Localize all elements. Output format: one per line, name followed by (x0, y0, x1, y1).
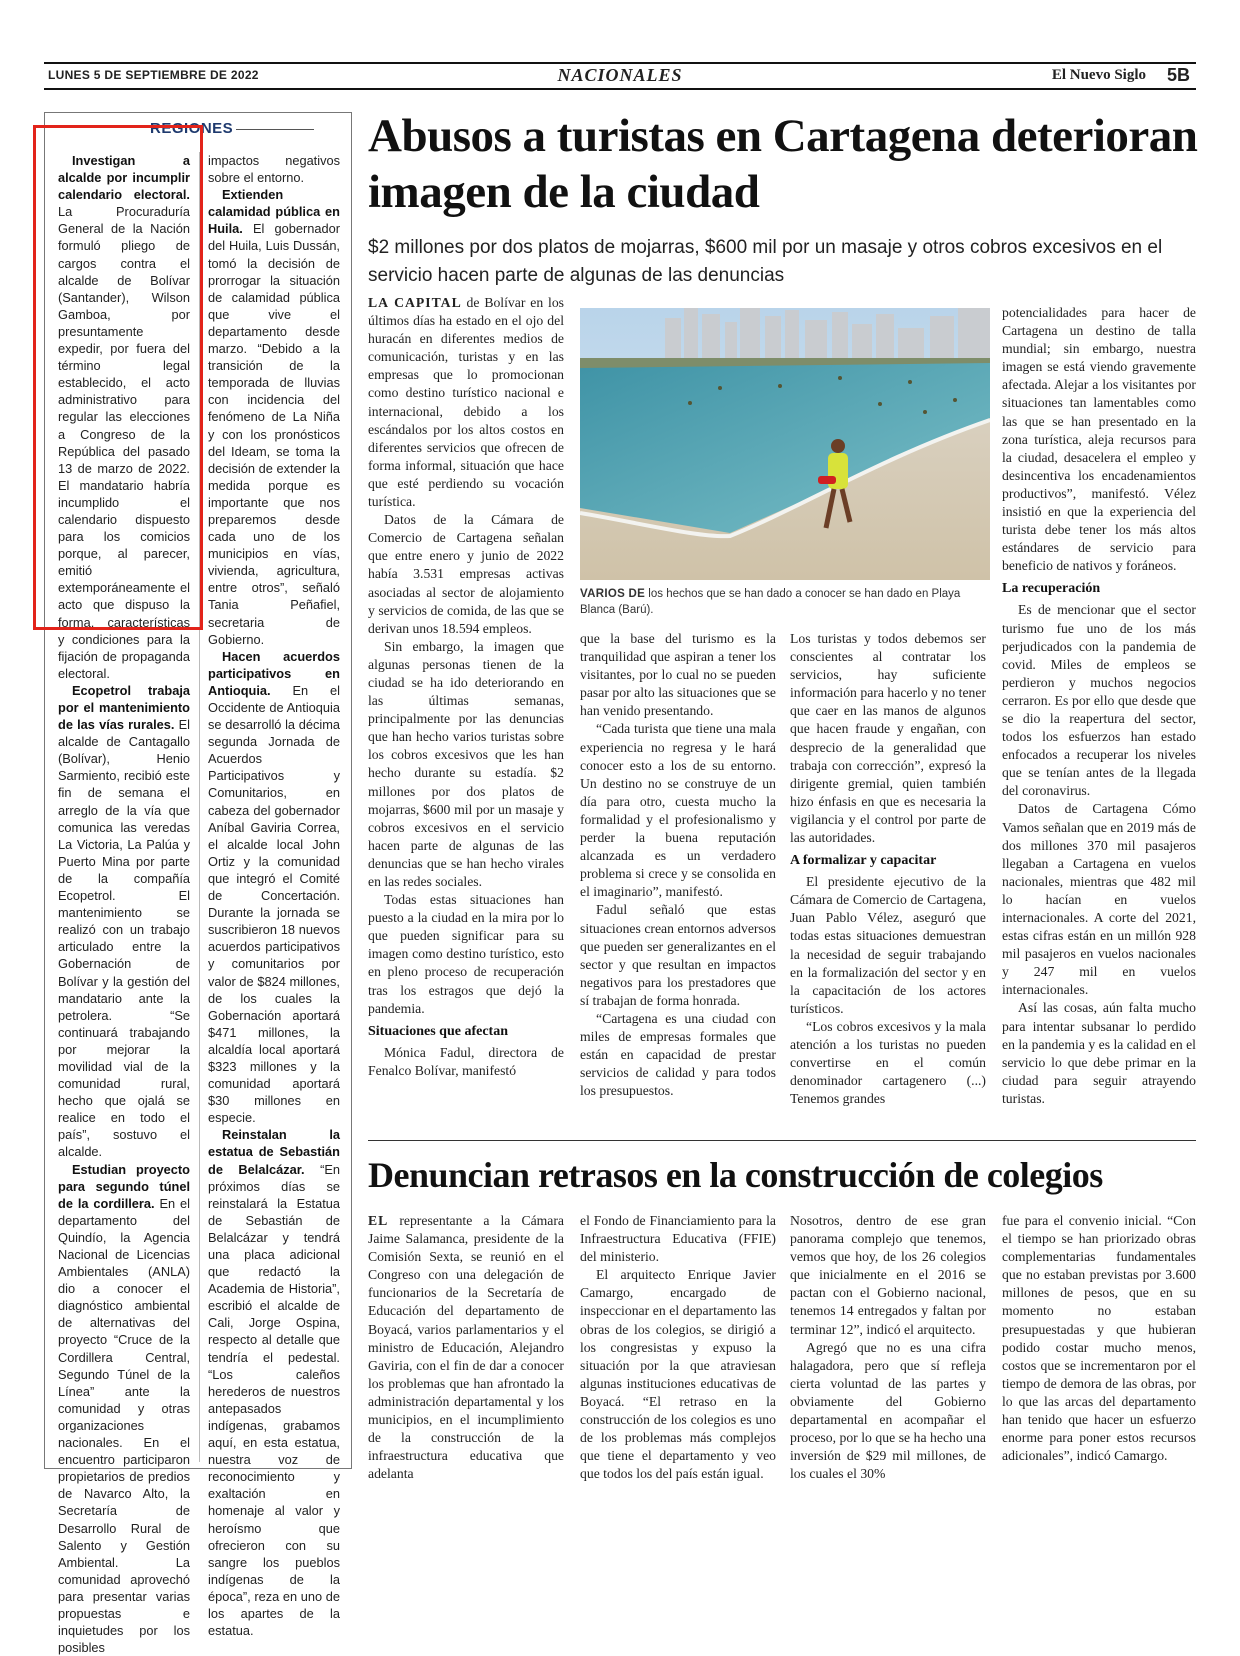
beach-photo-illustration (580, 308, 990, 580)
page-header (44, 62, 1196, 90)
article-headline: Abusos a turistas en Cartagena deterioran imagen de la ciudad (368, 110, 1198, 218)
article-divider (368, 1140, 1196, 1141)
article-column-4: potencialidades para hacer de Cartagena un destino de talla mundial; sin embargo, nuestra imagen se está viendo gravemente afectada. Alejar a los visitantes por situaciones tan lamentables como las que se han presentado en la zona turística, aleja recursos para la ciudad, desacelera el empleo y desincentiva los encadenamientos productivos”, manifestó. Vélez insistió en que la experiencia del turista debe tener los más altos estándares de servicio para beneficio de nativos y foráneos. La recuperación Es de mencionar que el sector turismo fue uno de los más perjudicados con la pandemia de covid. Miles de empleos se perdieron y muchos negocios cerraron. Es por ello que desde que se dio la reapertura del sector, todos los esfuerzos han estado enfocados a recuperar los niveles que se tenían antes de la llegada del coronavirus. Datos de Cartagena Cómo Vamos señalan que en 2019 más de dos millones 370 mil pasajeros llegaban a Cartagena en vuelos nacionales, mientras que 482 mil lo hacían en vuelos internacionales. A corte del 2021, estas cifras están en un millón 928 mil pasajeros en vuelos nacionales y 247 mil en vuelos internacionales. Así las cosas, aún falta mucho para intentar subsanar lo perdido en la pandemia y es la calidad en el servicio lo que debe primar en la ciudad para seguir atrayendo turistas. (1002, 305, 1196, 1106)
brief-item: Reinstalan la estatua de Sebastián de Belalcázar. “En próximos días se reinstalará la Estatua de Sebastián de Belalcázar y tendrá una placa adicional que redactó la Academia de Historia”, escribió el alcalde de Cali, Jorge Ospina, respecto al detalle que tendría el pedestal. “Los caleños herederos de nuestros antepasados indígenas, grabamos aquí, en esta estatua, nuestra voz de reconocimiento y exaltación en homenaje al valor y heroísmo que ofrecieron con su sangre los pueblos indígenas de la época”, reza en uno de los apartes de la estatua. (208, 1127, 340, 1639)
brief-item: impactos negativos sobre el entorno. (208, 153, 340, 186)
second-article-column-4: fue para el convenio inicial. “Con el tiempo se han priorizado obras complementarias fundamentales que no estaban previstas por 3.600 millones de pesos, que en su momento no estaban presupuestadas y que hubieran podido costar mucho menos, costos que se incrementaron por el tiempo de demora de las obras, por lo que las arcas del departamento han tenido que hacer un esfuerzo enorme para poner estos recursos adicionales”, indicó Camargo. (1002, 1213, 1196, 1464)
brief-item: Estudian proyecto para segundo túnel de la cordillera. En el departamento del Quindío, la Agencia Nacional de Licencias Ambientales (ANLA) dio a conocer el diagnóstico ambiental de alternativas del proyecto “Cruce de la Cordillera Central, Segundo Túnel de la Línea” ante la comunidad y otras organizaciones nacionales. En el encuentro participaron propietarios de predios de Navarco Alto, la Secretaría de Desarrollo Rural de Salento y Gestión Ambiental. La comunidad aprovechó para presentar varias propuestas e inquietudes por los posibles (58, 1161, 190, 1656)
brief-item: Hacen acuerdos participativos en Antioquia. En el Occidente de Antioquia se desarrolló la décima segunda Jornada de Acuerdos Participativos y Comunitarios, en cabeza del gobernador Aníbal Gaviria Correa, el alcalde local John Ortiz y la comunidad que integró el Comité de Concertación. Durante la jornada se suscribieron 18 nuevos acuerdos participativos y comunitarios por valor de $824 millones, de los cuales la Gobernación aportará $471 millones, la alcaldía local aportará $323 millones y la comunidad aportará $30 millones en especie. (208, 648, 340, 1126)
issue-date: LUNES 5 DE SEPTIEMBRE DE 2022 (48, 68, 259, 82)
second-article-column-1: EL representante a la Cámara Jaime Salamanca, presidente de la Comisión Sexta, se reunió en el Congreso con una delegación de funcionarios de la Secretaría de Educación del departamento de Boyacá, varios parlamentarios y el ministro de Educación, Alejandro Gaviria, con el fin de dar a conocer los problemas que han afrontado la administración departamental y los municipios, en el incumplimiento de la construcción de la infraestructura educativa que adelanta (368, 1213, 564, 1482)
second-article-column-2: el Fondo de Financiamiento para la Infraestructura Educativa (FFIE) del ministerio. El arquitecto Enrique Javier Camargo, encargado de inspeccionar en el departamento las obras de los colegios, se dirigió a los congresistas y expuso la situación por la que atraviesan algunas instituciones educativas de Boyacá. “El retraso en la construcción de los colegios es uno de los problemas más complejos que tiene el departamento y veo que todos los del país están igual. (580, 1213, 776, 1482)
regiones-label: REGIONES (150, 120, 234, 137)
article-column-3: Los turistas y todos debemos ser conscientes al contratar los servicios, hay suficiente información para hacerlo y no tener que caer en las manos de algunos que hacen fraude y engañan, con desprecio de la generalidad que trabaja con corrección”, expresó la dirigente gremial, quien también hizo énfasis en que es necesaria la vigilancia y el control por parte de las autoridades. A formalizar y capacitar El presidente ejecutivo de la Cámara de Comercio de Cartagena, Juan Pablo Vélez, aseguró que todas estas situaciones demuestran la necesidad de seguir trabajando en la formalización del sector y en la capacitación de los actores turísticos. “Los cobros excesivos y la mala atención a los turistas no pueden convertirse en el común denominador cartagenero (...) Tenemos grandes (790, 631, 986, 1107)
article-column-1: LA CAPITAL de Bolívar en los últimos días ha estado en el ojo del huracán en diferentes medios de comunicación, turistas y en las empresas que lo promocionan como destino turístico nacional e internacional, debido a los escándalos por los altos costos en diferentes servicios que ofrecen de forma informal, situación que hace que esté perdiendo su vocación turística. Datos de la Cámara de Comercio de Cartagena señalan que entre enero y junio de 2022 había 3.531 empresas activas asociadas al sector de alojamiento y servicios de comida, de las que se derivan unos 18.594 empleos. Sin embargo, la imagen que algunas personas tienen de la ciudad se ha ido deteriorando en las últimas semanas, principalmente por las denuncias que han hecho varios turistas sobre los cobros excesivos que les han hecho durante su estadía. $2 millones por dos platos de mojarras, $600 mil por un masaje y cobros excesivos en el servicio hacen parte de algunas de las denuncias que se han hecho virales en las redes sociales. Todas estas situaciones han puesto a la ciudad en la mira por lo que pueden significar para su imagen como destino turístico, esto en pleno proceso de recuperación tras los estragos que dejó la pandemia. Situaciones que afectan Mónica Fadul, directora de Fenalco Bolívar, manifestó (368, 295, 564, 1078)
beach-photo (580, 308, 990, 580)
section-title: NACIONALES (557, 65, 683, 85)
brief-item: Ecopetrol trabaja por el mantenimiento de las vías rurales. El alcalde de Cantagallo (Bolívar), Henio Sarmiento, recibió este fin de semana el arreglo de la vía que comunica las veredas La Victoria, La Palúa y Puerto Mina por parte de la compañía Ecopetrol. El mantenimiento se realizó con un trabajo articulado entre la Gobernación de Bolívar y la gestión del mandatario ante la petrolera. “Se continuará trabajando por mejorar la movilidad vial de la comunidad rural, hecho que ojalá se realice en todo el país”, sostuvo el alcalde. (58, 682, 190, 1160)
second-article-headline: Denuncian retrasos en la construcción de colegios (368, 1155, 1103, 1195)
regiones-column-b (208, 152, 340, 1639)
article-column-2: que la base del turismo es la tranquilidad que aspiran a tener los visitantes, por lo cual no se pueden pasar por alto las situaciones que se han venido presentando. “Cada turista que tiene una mala experiencia no regresa y le hará conocer esto a los de su entorno. Un destino no se construye de un día para otro, cuesta mucho la formalidad y el profesionalismo y perder la buena reputación alcanzada es un verdadero problema si crece y se consolida en el imaginario”, manifestó. Fadul señaló que estas situaciones crean entornos adversos que pueden ser generalizantes en el sector y que resultan en impactos negativos para los prestadores que sí trabajan de forma honrada. “Cartagena es una ciudad con miles de empresas formales que están en capacidad de prestar servicios de calidad y para todos los presupuestos. (580, 631, 776, 1099)
page-number: 5B (1166, 65, 1190, 85)
article-subhead: $2 millones por dos platos de mojarras, $600 mil por un masaje y otros cobros excesivos en el servicio hacen parte de algunas de las denuncias (368, 237, 1163, 286)
newspaper-name: El Nuevo Siglo (1051, 67, 1146, 83)
second-article-column-3: Nosotros, dentro de ese gran panorama complejo que tenemos, vemos que hoy, de los 26 colegios que inicialmente en el 2016 se pactan con el Gobierno nacional, tenemos 14 entregados y faltan por terminar 12”, indicó el arquitecto. Agregó que no es una cifra halagadora, pero que sí refleja cierta voluntad de las partes y obviamente del Gobierno departamental en acompañar el proceso, por lo que se ha hecho una inversión de $29 mil millones, de los cuales el 30% (790, 1213, 986, 1482)
brief-item: Investigan a alcalde por incumplir calendario electoral. La Procuraduría General de la Nación formuló pliego de cargos contra el alcalde de Bolívar (Santander), Wilson Gamboa, por presuntamente expedir, por fuera del término legal establecido, el acto administrativo para regular las elecciones a Congreso de la República del pasado 13 de marzo de 2022. El mandatario habría incumplido el calendario dispuesto para los comicios porque, al parecer, emitió extemporáneamente el acto que dispuso la forma, características y condiciones para la fijación de propaganda electoral. (58, 153, 190, 681)
subheading-recuperacion: La recuperación (1002, 581, 1101, 597)
highlight-box (33, 125, 203, 630)
regiones-rule (236, 129, 314, 130)
photo-caption: VARIOS DE los hechos que se han dado a conocer se han dado en Playa Blanca (Barú). (580, 588, 961, 616)
brief-item: Extienden calamidad pública en Huila. El gobernador del Huila, Luis Dussán, tomó la decisión de prorrogar la situación de calamidad pública que vive el departamento desde marzo. “Debido a la transición de la temporada de lluvias con incidencia del fenómeno de La Niña y con los pronósticos del Ideam, se toma la decisión de extender la medida porque es importante que nos preparemos desde cada uno de los municipios en vías, vivienda, agricultura, entre otros”, señaló Tania Peñafiel, secretaria de Gobierno. (208, 187, 340, 647)
subheading-situaciones: Situaciones que afectan (368, 1023, 508, 1039)
subheading-formalizar: A formalizar y capacitar (790, 853, 937, 869)
